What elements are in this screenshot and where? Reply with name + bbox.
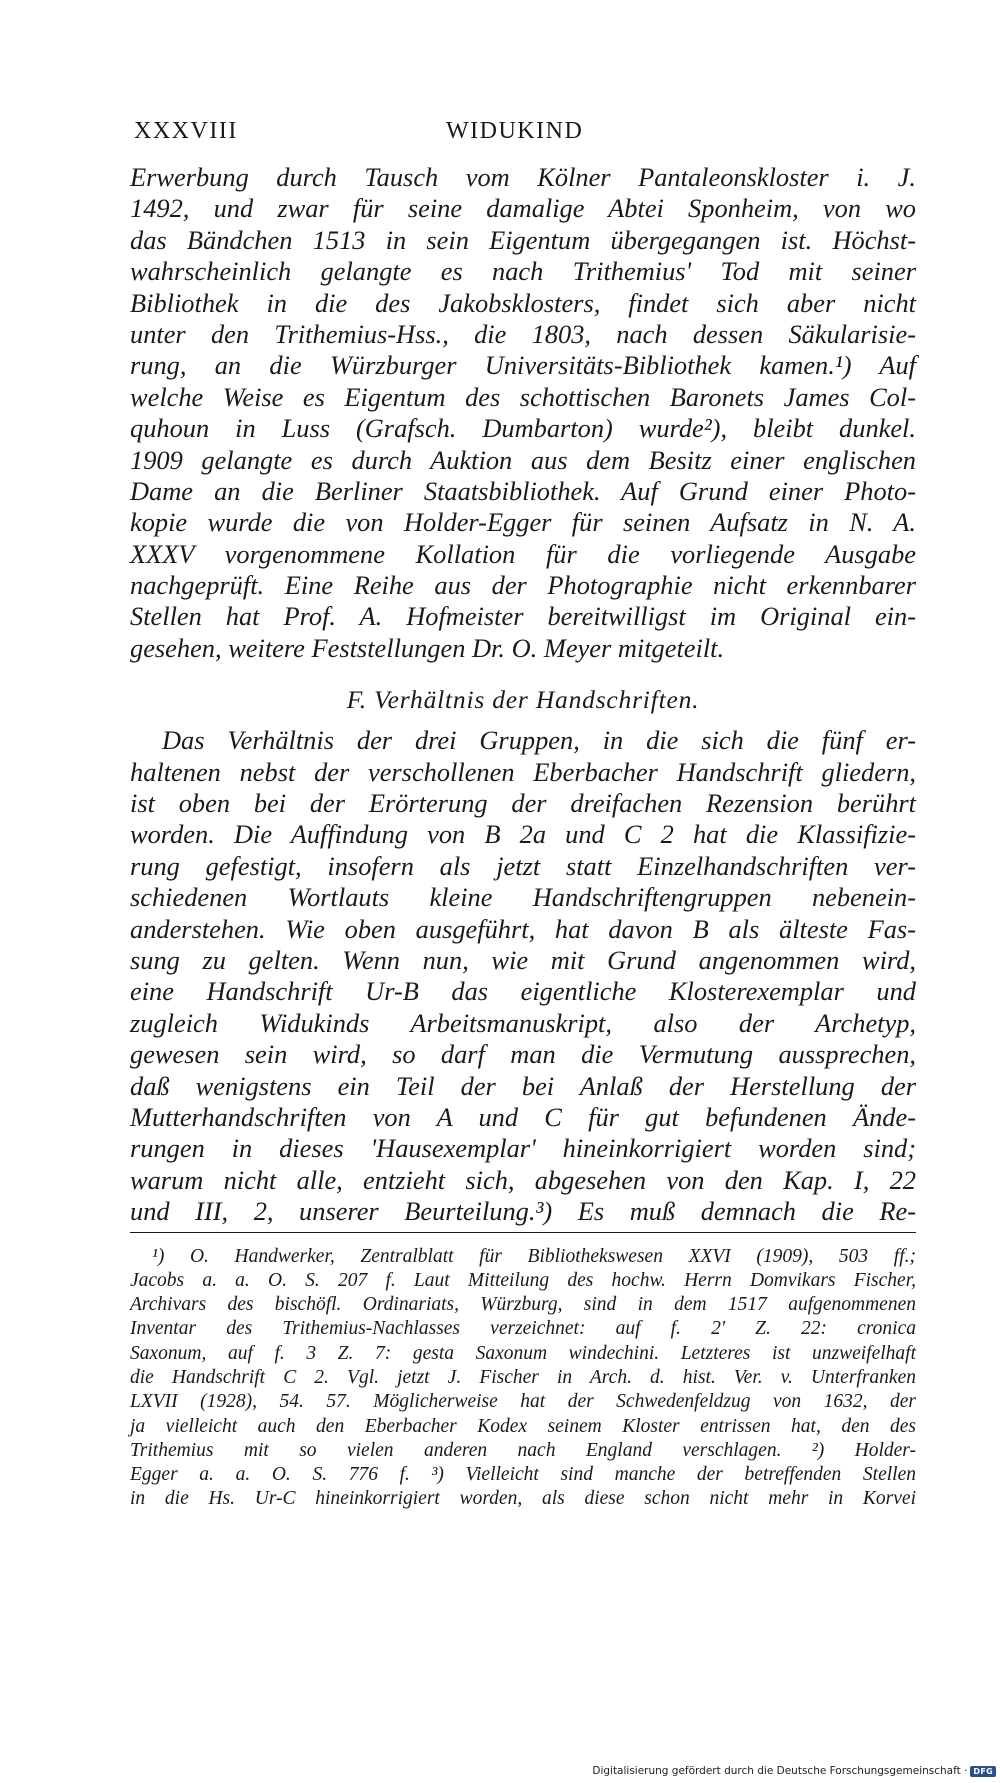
paragraph-relationship: [130, 725, 916, 1227]
text-line: worden. Die Auffindung von B 2a und C 2 hat die Klassifizie-: [130, 819, 916, 850]
text-line: quhoun in Luss (Grafsch. Dumbarton) wurde²), bleibt dunkel.: [130, 413, 916, 444]
text-line: rungen in dieses 'Hausexemplar' hineinkorrigiert worden sind;: [130, 1133, 916, 1164]
footnote-line: die Handschrift C 2. Vgl. jetzt J. Fischer in Arch. d. hist. Ver. v. Unterfranken: [130, 1366, 916, 1388]
text-line: sung zu gelten. Wenn nun, wie mit Grund angenommen wird,: [130, 944, 916, 975]
text-line: anderstehen. Wie oben ausgeführt, hat davon B als älteste Fas-: [130, 913, 916, 944]
text-line: warum nicht alle, entzieht sich, abgesehen von den Kap. I, 22: [130, 1164, 916, 1195]
text-line: das Bändchen 1513 in sein Eigentum übergegangen ist. Höchst-: [130, 224, 916, 255]
text-line: wahrscheinlich gelangte es nach Trithemius' Tod mit seiner: [130, 256, 916, 287]
digitization-credit: [592, 1765, 996, 1777]
footnote-line: Archivars des bischöfl. Ordinariats, Würzburg, sind in dem 1517 aufgenommenen: [130, 1294, 916, 1316]
running-head: [130, 118, 916, 148]
section-heading: F. Verhältnis der Handschriften.: [346, 685, 700, 715]
footnote-line: LXVII (1928), 54. 57. Möglicherweise hat der Schwedenfeldzug von 1632, der: [130, 1391, 916, 1413]
text-line: gesehen, weitere Feststellungen Dr. O. Meyer mitgeteilt.: [130, 632, 725, 663]
text-line: Bibliothek in die des Jakobsklosters, findet sich aber nicht: [130, 287, 916, 318]
text-line: und III, 2, unserer Beurteilung.³) Es muß demnach die Re-: [130, 1196, 916, 1227]
footnote-rule: [130, 1232, 916, 1233]
text-line: gewesen sein wird, so darf man die Vermutung aussprechen,: [130, 1039, 916, 1070]
text-line: eine Handschrift Ur-B das eigentliche Klosterexemplar und: [130, 976, 916, 1007]
text-line: Mutterhandschriften von A und C für gut befundenen Ände-: [130, 1101, 916, 1132]
footnote-line: ja vielleicht auch den Eberbacher Kodex seinem Kloster entrissen hat, den des: [130, 1415, 916, 1437]
text-line: rung, an die Würzburger Universitäts-Bibliothek kamen.¹) Auf: [130, 350, 916, 381]
page: [130, 118, 916, 1512]
footnote-line: ¹) O. Handwerker, Zentralblatt für Bibliothekswesen XXVI (1909), 503 ff.;: [152, 1245, 916, 1267]
footnote-line: in die Hs. Ur-C hineinkorrigiert worden, als diese schon nicht mehr in Korvei: [130, 1488, 916, 1510]
footnote-line: Egger a. a. O. S. 776 f. ³) Vielleicht sind manche der betreffenden Stellen: [130, 1464, 916, 1486]
text-line: kopie wurde die von Holder-Egger für seinen Aufsatz in N. A.: [130, 507, 916, 538]
paragraph-provenance: [130, 162, 916, 664]
page-number: XXXVIII: [134, 118, 238, 144]
text-line: Dame an die Berliner Staatsbibliothek. Auf Grund einer Photo-: [130, 475, 916, 506]
footnote-line: Jacobs a. a. O. S. 207 f. Laut Mitteilung des hochw. Herrn Domvikars Fischer,: [130, 1269, 916, 1291]
running-title: WIDUKIND: [446, 118, 584, 144]
text-line: schiedenen Wortlauts kleine Handschriftengruppen nebenein-: [130, 882, 916, 913]
text-line: ist oben bei der Erörterung der dreifachen Rezension berührt: [130, 788, 916, 819]
footnotes: [130, 1245, 916, 1512]
text-line: zugleich Widukinds Arbeitsmanuskript, also der Archetyp,: [130, 1007, 916, 1038]
text-line: Stellen hat Prof. A. Hofmeister bereitwilligst im Original ein-: [130, 601, 916, 632]
dfg-logo: DFG: [970, 1766, 996, 1777]
text-line: 1492, und zwar für seine damalige Abtei Sponheim, von wo: [130, 193, 916, 224]
text-line: daß wenigstens ein Teil der bei Anlaß der Herstellung der: [130, 1070, 916, 1101]
text-line: Erwerbung durch Tausch vom Kölner Pantaleonskloster i. J.: [130, 162, 916, 192]
text-line: 1909 gelangte es durch Auktion aus dem Besitz einer englischen: [130, 444, 916, 475]
text-line: Das Verhältnis der drei Gruppen, in die sich die fünf er-: [162, 725, 916, 756]
footnote-line: Saxonum, auf f. 3 Z. 7: gesta Saxonum windechini. Letzteres ist unzweifelhaft: [130, 1342, 916, 1364]
text-line: haltenen nebst der verschollenen Eberbacher Handschrift gliedern,: [130, 756, 916, 787]
text-line: rung gefestigt, insofern als jetzt statt Einzelhandschriften ver-: [130, 850, 916, 881]
text-line: unter den Trithemius-Hss., die 1803, nach dessen Säkularisie-: [130, 318, 916, 349]
text-line: nachgeprüft. Eine Reihe aus der Photographie nicht erkennbarer: [130, 570, 916, 601]
text-line: welche Weise es Eigentum des schottischen Baronets James Col-: [130, 381, 916, 412]
footnote-line: Inventar des Trithemius-Nachlasses verzeichnet: auf f. 2' Z. 22: cronica: [130, 1318, 916, 1340]
footnote-line: Trithemius mit so vielen anderen nach England verschlagen. ²) Holder-: [130, 1439, 916, 1461]
credit-text: Digitalisierung gefördert durch die Deutsche Forschungsgemeinschaft ·: [592, 1765, 968, 1777]
text-line: XXXV vorgenommene Kollation für die vorliegende Ausgabe: [130, 538, 916, 569]
